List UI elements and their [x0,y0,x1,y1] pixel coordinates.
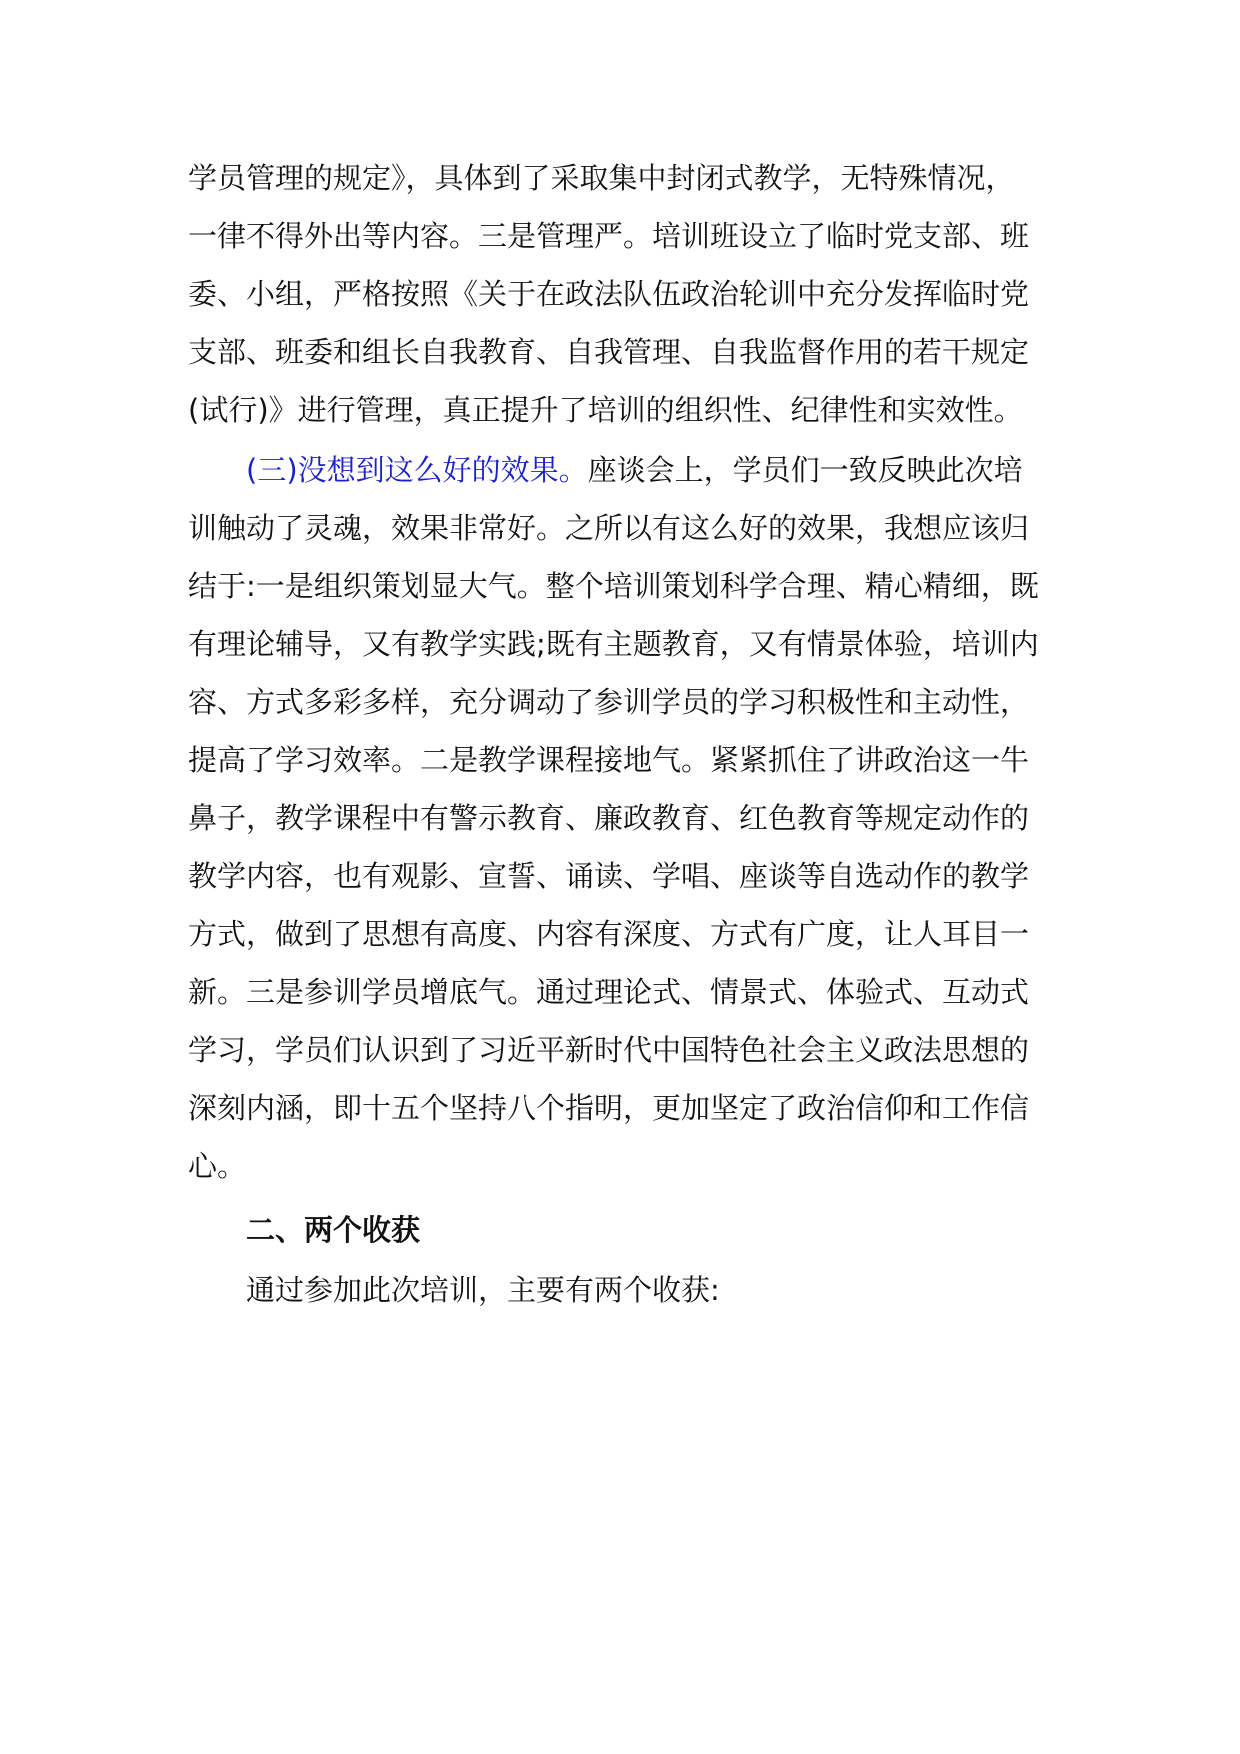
section-intro: 通过参加此次培训，主要有两个收获: [246,1273,720,1307]
paragraph-line: 训触动了灵魂，效果非常好。之所以有这么好的效果，我想应该归 [188,511,1030,545]
paragraph-line: 深刻内涵，即十五个坚持八个指明，更加坚定了政治信仰和工作信 [188,1091,1030,1125]
paragraph-line: 新。三是参训学员增底气。通过理论式、情景式、体验式、互动式 [188,975,1030,1009]
paragraph-line: 容、方式多彩多样，充分调动了参训学员的学习积极性和主动性， [188,685,1030,719]
paragraph-line: 一律不得外出等内容。三是管理严。培训班设立了临时党支部、班 [188,219,1030,253]
paragraph-line: (试行)》进行管理，真正提升了培训的组织性、纪律性和实效性。 [188,393,1023,427]
paragraph-line: 提高了学习效率。二是教学课程接地气。紧紧抓住了讲政治这一牛 [188,743,1030,777]
paragraph-line: 有理论辅导，又有教学实践;既有主题教育，又有情景体验，培训内 [188,627,1039,661]
paragraph-first-line [246,446,1126,494]
section-heading: 二、两个收获 [246,1213,421,1247]
paragraph-line: 教学内容，也有观影、宣誓、诵读、学唱、座谈等自选动作的教学 [188,859,1030,893]
subsection-heading: (三)没想到这么好的效果。 [246,453,588,487]
paragraph-line: 委、小组，严格按照《关于在政法队伍政治轮训中充分发挥临时党 [188,277,1030,311]
paragraph-line: 心。 [188,1149,247,1183]
paragraph-line: 学习，学员们认识到了习近平新时代中国特色社会主义政法思想的 [188,1033,1030,1067]
paragraph-line: 学员管理的规定》，具体到了采取集中封闭式教学，无特殊情况， [188,161,1015,195]
paragraph-line: 结于:一是组织策划显大气。整个培训策划科学合理、精心精细，既 [188,569,1039,603]
paragraph-text: 座谈会上，学员们一致反映此次培 [587,453,1023,487]
paragraph-line: 支部、班委和组长自我教育、自我管理、自我监督作用的若干规定 [188,335,1030,369]
paragraph-line: 鼻子，教学课程中有警示教育、廉政教育、红色教育等规定动作的 [188,801,1030,835]
paragraph-line: 方式，做到了思想有高度、内容有深度、方式有广度，让人耳目一 [188,917,1030,951]
